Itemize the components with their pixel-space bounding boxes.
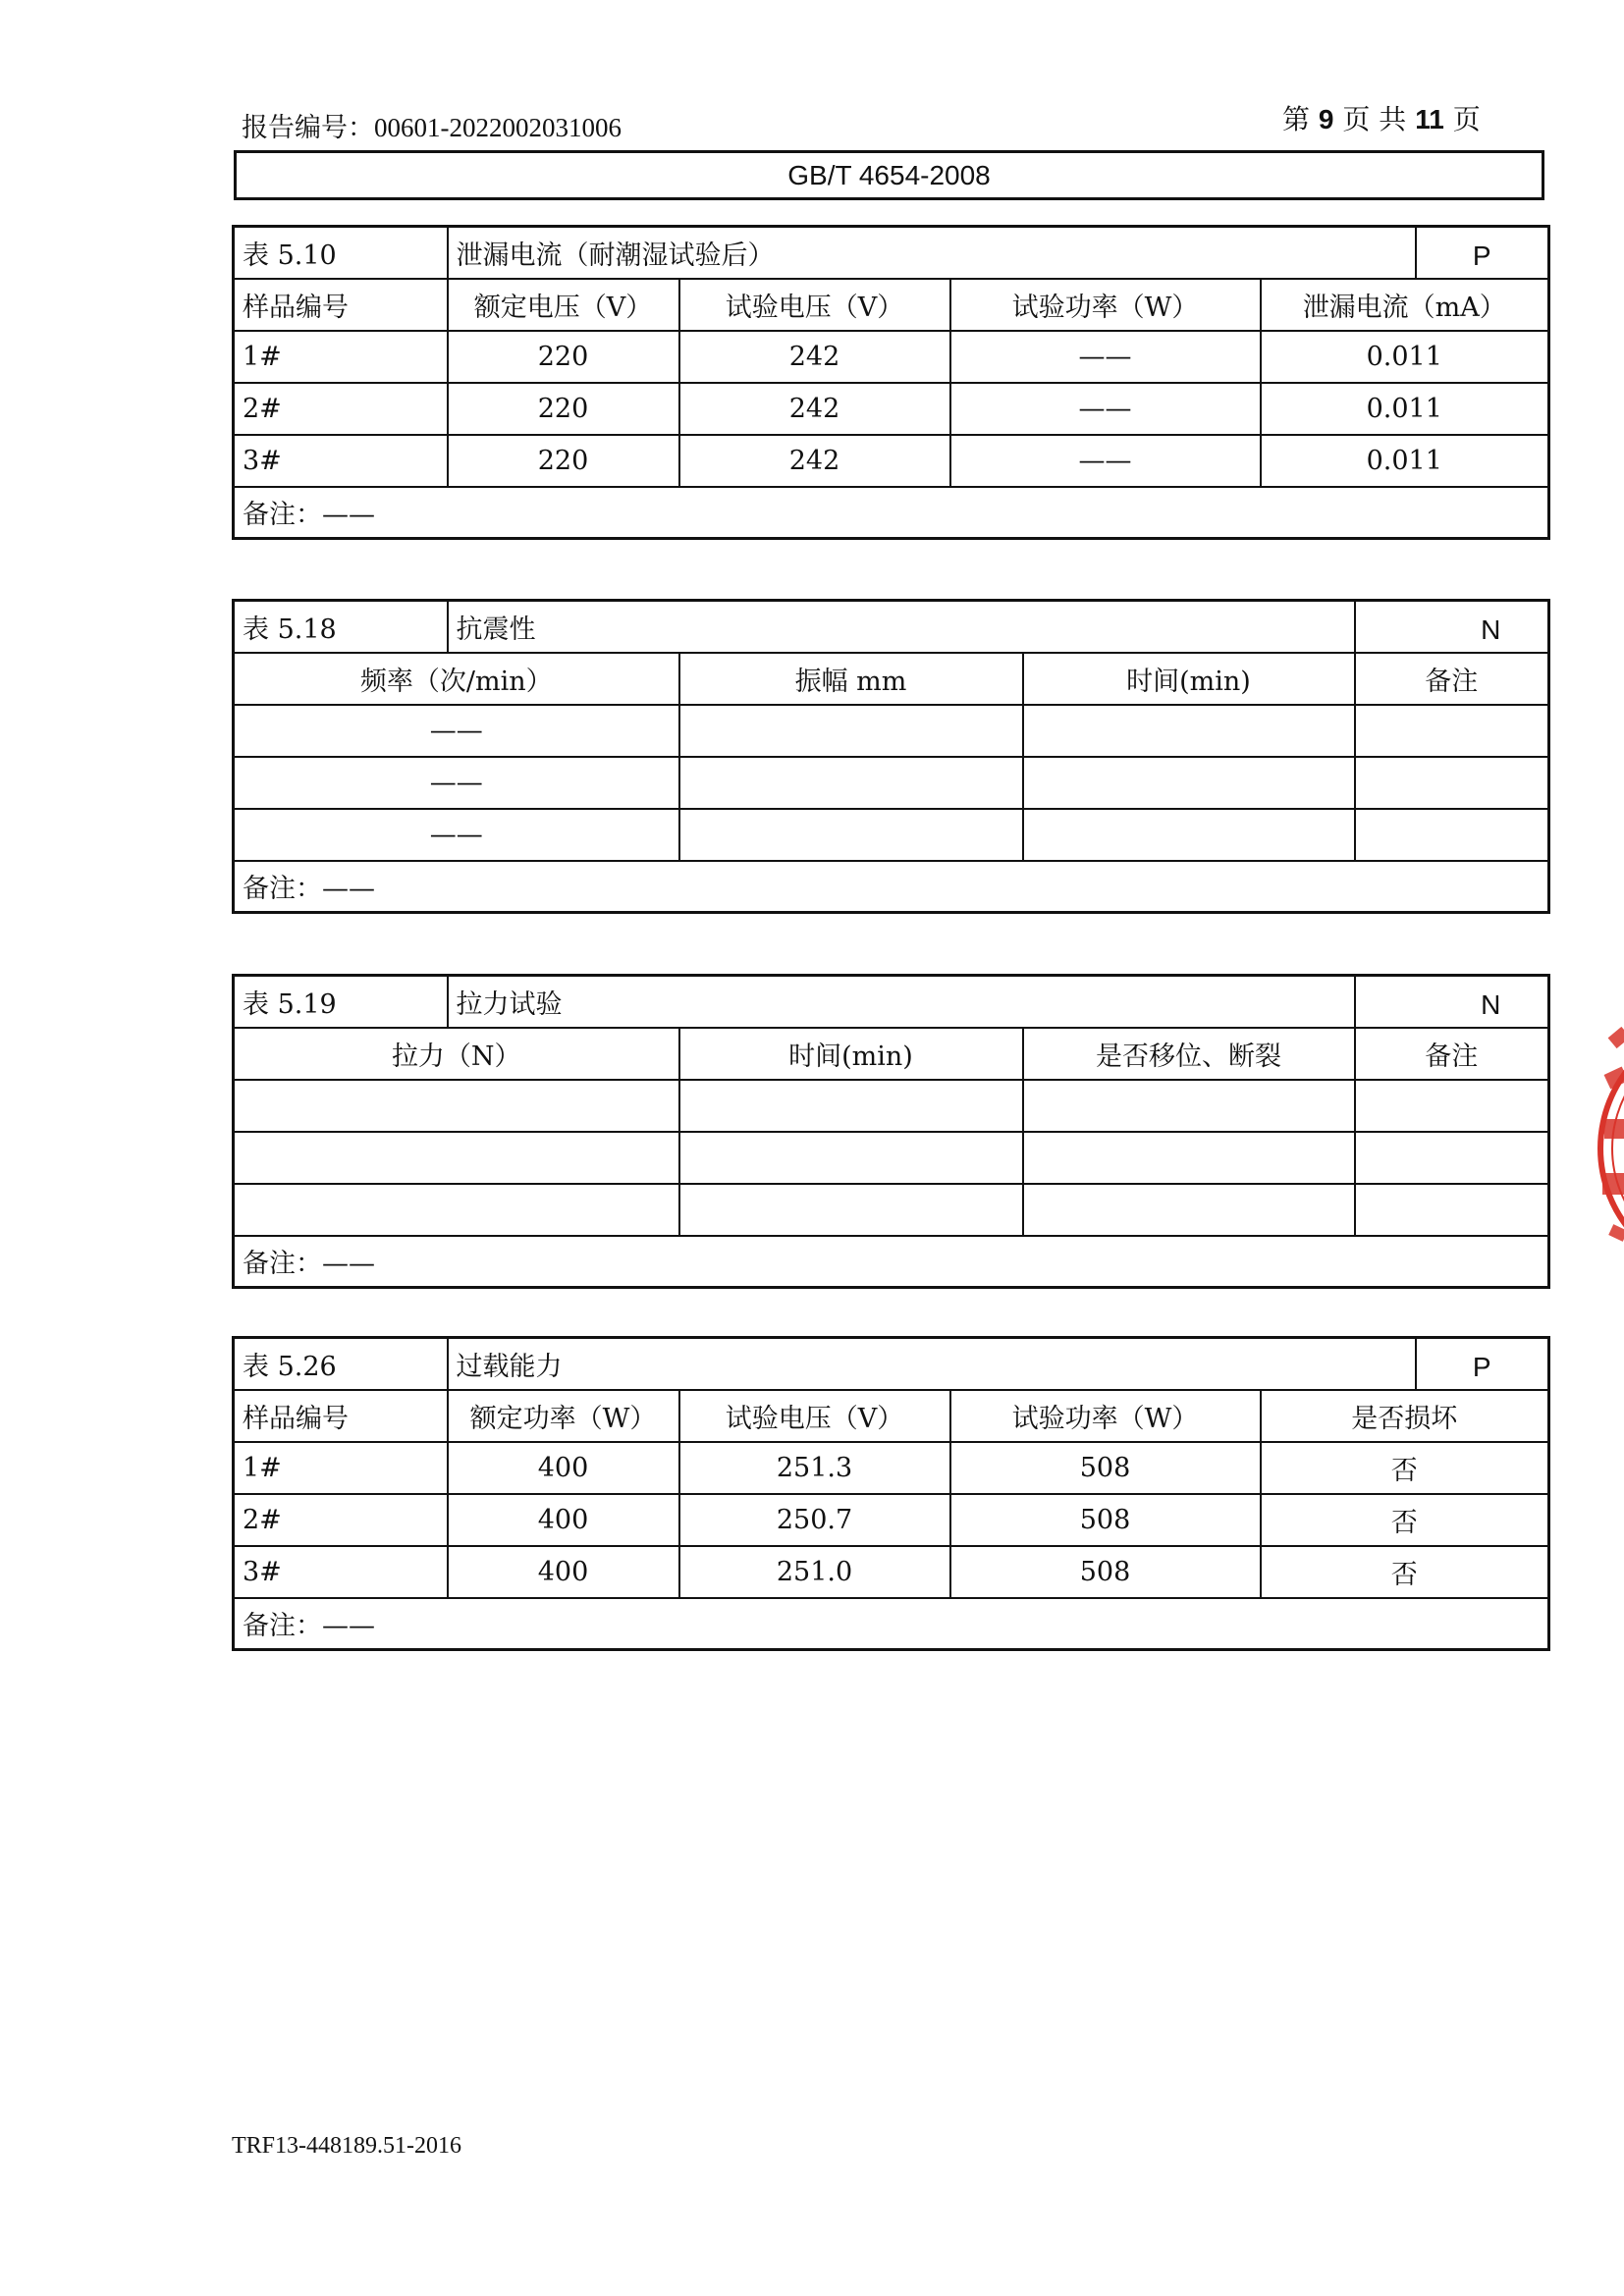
table-row [234,1184,1549,1236]
table-cell: 3# [234,435,448,487]
table-cell: 2# [234,383,448,435]
column-header: 是否损坏 [1261,1390,1549,1442]
table-row [234,809,1549,861]
table-cell [1023,1184,1355,1236]
table-cell: 242 [679,331,950,383]
table-cell: 否 [1261,1494,1549,1546]
table-row [234,1132,1549,1184]
column-header: 拉力（N） [234,1028,679,1080]
table-cell: 242 [679,383,950,435]
remark-row [234,487,1549,539]
table-cell: —— [234,705,679,757]
column-header: 振幅 mm [679,653,1023,705]
footer-form-number: TRF13-448189.51-2016 [232,2133,461,2159]
table-cell: —— [950,383,1261,435]
column-header: 备注 [1355,1028,1549,1080]
column-header: 备注 [1355,653,1549,705]
table-cell [1023,1132,1355,1184]
table-cell: 251.3 [679,1442,950,1494]
table-cell: 508 [950,1442,1261,1494]
seal-glyph [1602,1173,1624,1195]
table-5-26 [232,1336,1550,1651]
table-cell [679,1080,1023,1132]
table-cell: —— [234,809,679,861]
result-badge: N [1355,601,1549,653]
table-row [234,1494,1549,1546]
table-cell: 400 [448,1546,679,1598]
table-row [234,331,1549,383]
column-header: 是否移位、断裂 [1023,1028,1355,1080]
table-cell: 否 [1261,1442,1549,1494]
table-header-row [234,653,1549,705]
table-id: 表 5.10 [234,227,448,279]
standard-title: GB/T 4654-2008 [234,150,1544,200]
table-cell [1023,1080,1355,1132]
result-badge: P [1416,227,1549,279]
table-title-row [234,1338,1549,1390]
table-id: 表 5.26 [234,1338,448,1390]
table-cell [1355,757,1549,809]
table-cell: 0.011 [1261,331,1549,383]
table-cell [1023,705,1355,757]
table-cell: 242 [679,435,950,487]
remark: 备注：—— [234,861,1549,913]
table-title: 拉力试验 [448,976,1355,1028]
table-5-18 [232,599,1550,914]
table-row [234,1442,1549,1494]
table-cell: —— [234,757,679,809]
remark-row [234,1598,1549,1650]
seal-glyph [1608,1027,1624,1048]
table-cell: 1# [234,331,448,383]
table-cell [1023,809,1355,861]
table-cell: 3# [234,1546,448,1598]
column-header: 泄漏电流（mA） [1261,279,1549,331]
table-cell: 220 [448,383,679,435]
table-cell: 250.7 [679,1494,950,1546]
table-cell [234,1132,679,1184]
seal-glyph [1604,1119,1624,1139]
table-row [234,705,1549,757]
remark: 备注：—— [234,1598,1549,1650]
remark: 备注：—— [234,487,1549,539]
table-cell: 220 [448,331,679,383]
page-suffix: 页 [1452,103,1481,135]
table-cell [1355,1132,1549,1184]
table-cell: 251.0 [679,1546,950,1598]
column-header: 样品编号 [234,1390,448,1442]
report-number-label: 报告编号： [242,113,374,143]
table-cell [679,1132,1023,1184]
column-header: 试验功率（W） [950,279,1261,331]
table-title: 泄漏电流（耐潮湿试验后） [448,227,1416,279]
table-cell: 否 [1261,1546,1549,1598]
table-row [234,757,1549,809]
remark-row [234,861,1549,913]
table-title: 抗震性 [448,601,1355,653]
table-title-row [234,601,1549,653]
result-badge: N [1355,976,1549,1028]
table-cell [1355,1184,1549,1236]
table-cell [234,1080,679,1132]
table-cell [1023,757,1355,809]
table-id: 表 5.18 [234,601,448,653]
page-total: 11 [1415,104,1444,134]
column-header: 额定电压（V） [448,279,679,331]
table-cell: 0.011 [1261,383,1549,435]
table-row [234,435,1549,487]
table-row [234,1546,1549,1598]
page-mid: 页 共 [1342,103,1407,135]
table-title-row [234,227,1549,279]
table-cell: 400 [448,1442,679,1494]
page-indicator [1282,98,1481,137]
column-header: 时间(min) [679,1028,1023,1080]
column-header: 试验功率（W） [950,1390,1261,1442]
table-cell: 508 [950,1494,1261,1546]
seal-stamp-icon [1581,991,1624,1306]
result-badge: P [1416,1338,1549,1390]
table-cell [679,809,1023,861]
table-cell: 0.011 [1261,435,1549,487]
table-5-19 [232,974,1550,1289]
report-number: 00601-2022002031006 [374,113,622,142]
table-cell: 1# [234,1442,448,1494]
table-cell [1355,705,1549,757]
remark-row [234,1236,1549,1288]
table-cell [679,1184,1023,1236]
table-cell: 400 [448,1494,679,1546]
report-number-line [242,106,622,144]
column-header: 样品编号 [234,279,448,331]
table-cell [679,757,1023,809]
table-cell: 508 [950,1546,1261,1598]
column-header: 时间(min) [1023,653,1355,705]
column-header: 试验电压（V） [679,1390,950,1442]
table-cell [234,1184,679,1236]
table-cell: 220 [448,435,679,487]
column-header: 试验电压（V） [679,279,950,331]
remark: 备注：—— [234,1236,1549,1288]
table-title: 过载能力 [448,1338,1416,1390]
table-cell [1355,809,1549,861]
table-header-row [234,279,1549,331]
table-cell [1355,1080,1549,1132]
column-header: 频率（次/min） [234,653,679,705]
seal-glyph [1604,1067,1624,1090]
table-title-row [234,976,1549,1028]
table-row [234,1080,1549,1132]
table-header-row [234,1390,1549,1442]
table-cell: —— [950,331,1261,383]
seal-glyph [1608,1224,1624,1242]
table-5-10 [232,225,1550,540]
page-prefix: 第 [1282,103,1311,135]
page-current: 9 [1318,104,1334,134]
column-header: 额定功率（W） [448,1390,679,1442]
table-id: 表 5.19 [234,976,448,1028]
table-cell: 2# [234,1494,448,1546]
table-cell: —— [950,435,1261,487]
table-header-row [234,1028,1549,1080]
table-row [234,383,1549,435]
table-cell [679,705,1023,757]
